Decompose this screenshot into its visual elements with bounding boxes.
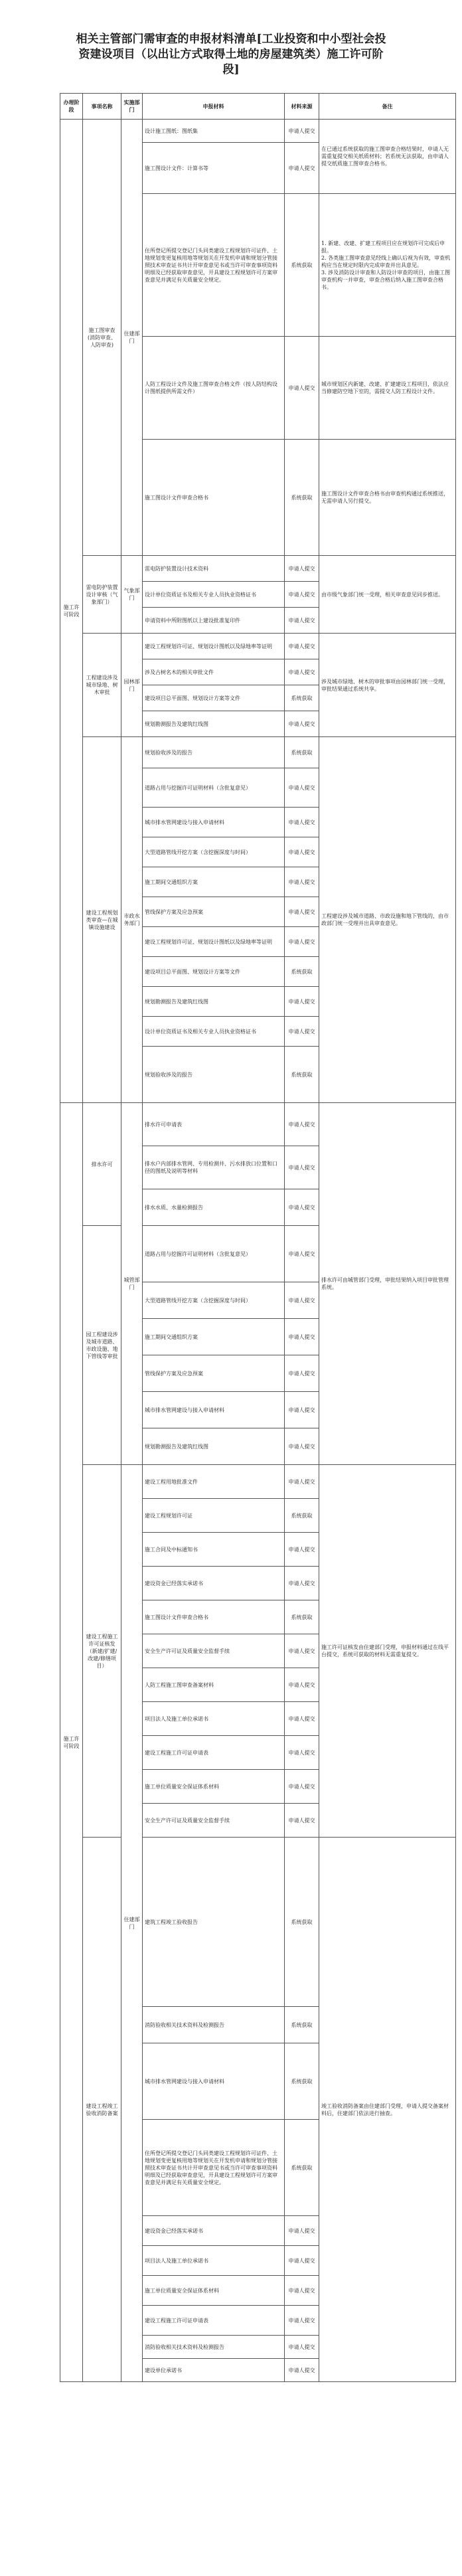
material-cell: 建设单位承诺书 xyxy=(143,2359,285,2382)
material-cell: 设计单位资质证书及相关专业人员执业资格证书 xyxy=(143,1017,285,1047)
source-cell: 申请人提交 xyxy=(285,2276,319,2306)
material-cell: 建设工程施工许可证申请表 xyxy=(143,2306,285,2336)
material-cell: 排水水质、水量检测报告 xyxy=(143,1189,285,1226)
note-cell: 城市规划区内新建、改建、扩建建设工程项目，依法应当修建防空地下室的，需提交人防工程设计文件。 xyxy=(319,337,456,440)
header-department: 实施部门 xyxy=(121,94,143,120)
material-cell: 项目法人及施工单位承诺书 xyxy=(143,1702,285,1736)
table-row xyxy=(60,1838,456,2007)
material-cell: 建设项目总平面图、规划设计方案等文件 xyxy=(143,685,285,711)
matter-cell: 园工程建设涉及城市道路、市政设施、地下管线等审批 xyxy=(83,1226,121,1465)
source-cell: 申请人提交 xyxy=(285,1668,319,1702)
dept-cell: 园林部门 xyxy=(121,634,143,737)
table-row xyxy=(60,120,456,143)
material-cell: 城市排水管网建设与接入申请材料 xyxy=(143,808,285,837)
note-cell: 1. 新建、改建、扩建工程项目应在规划许可完成后申报。 2. 各类施工图审查意见经线上确认后视为有效，审查机构应当在规定时限内完成审查并出具意见。 3. 涉及消防设计审查和人防设计审查的项目，由施工图审查机构一并审查，审查合格后纳入施工图审查合格书。 xyxy=(319,194,456,337)
note-cell: 由市级气象部门统一受理，相关审查意见同步推送。 xyxy=(319,556,456,634)
source-cell: 系统获取 xyxy=(285,957,319,987)
material-cell: 建设工程规划许可证 xyxy=(143,1499,285,1533)
material-cell: 消防验收相关技术资料及检测报告 xyxy=(143,2007,285,2043)
material-cell: 施工图设计文件：计算书等 xyxy=(143,143,285,194)
material-cell: 建设工程规划许可证、规划设计图纸以及绿地率等证明 xyxy=(143,927,285,957)
source-cell: 申请人提交 xyxy=(285,1226,319,1282)
source-cell: 申请人提交 xyxy=(285,337,319,440)
table-row xyxy=(60,1465,456,1499)
source-cell: 申请人提交 xyxy=(285,1702,319,1736)
material-cell: 施工期间交通组织方案 xyxy=(143,1319,285,1355)
source-cell: 申请人提交 xyxy=(285,556,319,582)
dept-cell: 住建部门 xyxy=(121,1465,143,2382)
source-cell: 申请人提交 xyxy=(285,1146,319,1189)
material-cell: 管线保护方案及应急预案 xyxy=(143,1355,285,1392)
note-cell: 涉及城市绿地、树木的审批事项由园林部门统一受理，审批结果通过系统共享。 xyxy=(319,634,456,737)
material-cell: 施工期间交通组织方案 xyxy=(143,867,285,897)
source-cell: 申请人提交 xyxy=(285,1804,319,1838)
note-cell: 排水许可由城管部门受理，审批结果纳入项目审批管理系统。 xyxy=(319,1103,456,1465)
material-cell: 道路占用与挖掘许可证明材料（含批复意见） xyxy=(143,768,285,808)
header-notes: 备注 xyxy=(319,94,456,120)
material-cell: 设计单位资质证书及相关专业人员执业资格证书 xyxy=(143,582,285,608)
source-cell: 系统获取 xyxy=(285,440,319,556)
material-cell: 大型道路管线开挖方案（含挖掘深度与时间） xyxy=(143,1282,285,1319)
material-cell: 施工合同及中标通知书 xyxy=(143,1533,285,1567)
material-cell: 排水许可申请表 xyxy=(143,1103,285,1146)
material-cell: 住所登记所提交登记门头同类建设工程规划许可证件、土地规划变更复核用地等规划关在开发机申请和规划分管接照技术审查证书共计开审查意见书或当许可审查事项资料明细及已经获取审查意见，开具建设工程规划许可方案审查意见并满足有关质量安全规定。 xyxy=(143,2120,285,2216)
material-cell: 人防工程设计文件及施工图审查合格文件（按人防结构设计图纸提供所需文件） xyxy=(143,337,285,440)
material-cell: 申请资料中所附图纸以上建设批准复印件 xyxy=(143,608,285,634)
matter-cell: 排水许可 xyxy=(83,1103,121,1226)
source-cell: 申请人提交 xyxy=(285,1017,319,1047)
source-cell: 系统获取 xyxy=(285,1600,319,1634)
material-cell: 建设工程规划许可证、规划设计图纸以及绿地率等证明 xyxy=(143,634,285,659)
materials-table xyxy=(60,93,456,2382)
source-cell: 申请人提交 xyxy=(285,1567,319,1600)
source-cell: 申请人提交 xyxy=(285,867,319,897)
source-cell: 申请人提交 xyxy=(285,927,319,957)
source-cell: 申请人提交 xyxy=(285,2246,319,2276)
material-cell: 安全生产许可证及质量安全监督手续 xyxy=(143,1804,285,1838)
material-cell: 规划勘测报告及建筑红线图 xyxy=(143,711,285,737)
matter-cell: 建设工程竣工验收消防备案 xyxy=(83,1838,121,2382)
title-line-1: 相关主管部门需审查的申报材料清单[工业投资和中小型社会投 xyxy=(76,33,386,46)
source-cell: 申请人提交 xyxy=(285,1392,319,1428)
matter-cell: 建设工程规划类审查—在城镇设施建设 xyxy=(83,737,121,1103)
header-materials: 申报材料 xyxy=(143,94,285,120)
material-cell: 施工图设计文件审查合格书 xyxy=(143,1600,285,1634)
material-cell: 规划勘测报告及建筑红线图 xyxy=(143,1428,285,1465)
material-cell: 消防验收相关技术资料及检测报告 xyxy=(143,2336,285,2359)
material-cell: 施工图设计文件审查合格书 xyxy=(143,440,285,556)
material-cell: 安全生产许可证及质量安全监督手续 xyxy=(143,1634,285,1668)
source-cell: 申请人提交 xyxy=(285,120,319,143)
stage-cell: 施工许可阶段 xyxy=(60,1103,83,2382)
source-cell: 申请人提交 xyxy=(285,768,319,808)
source-cell: 申请人提交 xyxy=(285,659,319,685)
matter-cell: 建设工程施工许可证核发（新建/扩建/改建/修缮项目） xyxy=(83,1465,121,1838)
material-cell: 设计施工图纸：图纸集 xyxy=(143,120,285,143)
header-matter: 事项名称 xyxy=(83,94,121,120)
note-cell: 竣工验收消防备案由住建部门受理，申请人提交备案材料后，住建部门依法进行抽查。 xyxy=(319,1838,456,2382)
material-cell: 涉及古树名木的相关审批文件 xyxy=(143,659,285,685)
table-row xyxy=(60,737,456,768)
source-cell: 申请人提交 xyxy=(285,987,319,1017)
source-cell: 申请人提交 xyxy=(285,1355,319,1392)
material-cell: 规划勘测报告及建筑红线图 xyxy=(143,987,285,1017)
material-cell: 施工单位质量安全保证体系材料 xyxy=(143,1770,285,1804)
source-cell: 系统获取 xyxy=(285,685,319,711)
source-cell: 申请人提交 xyxy=(285,897,319,927)
source-cell: 申请人提交 xyxy=(285,2359,319,2382)
source-cell: 系统获取 xyxy=(285,194,319,337)
note-cell: 施工许可证核发由住建部门受理，申报材料通过在线平台提交，系统可获取的材料无需重复提交。 xyxy=(319,1465,456,1838)
source-cell: 申请人提交 xyxy=(285,2216,319,2246)
header-source: 材料来源 xyxy=(285,94,319,120)
dept-cell: 气象部门 xyxy=(121,556,143,634)
material-cell: 建设工程施工许可证申请表 xyxy=(143,1736,285,1770)
source-cell: 系统获取 xyxy=(285,1499,319,1533)
source-cell: 申请人提交 xyxy=(285,1736,319,1770)
source-cell: 申请人提交 xyxy=(285,1282,319,1319)
material-cell: 人防工程施工图审查备案材料 xyxy=(143,1668,285,1702)
source-cell: 申请人提交 xyxy=(285,711,319,737)
table-header-row xyxy=(60,94,456,120)
material-cell: 建设资金已经落实承诺书 xyxy=(143,1567,285,1600)
source-cell: 系统获取 xyxy=(285,737,319,768)
matter-cell: 施工图审查(消防审查、人防审查) xyxy=(83,120,121,556)
source-cell: 系统获取 xyxy=(285,1838,319,2007)
table-row xyxy=(60,556,456,582)
material-cell: 施工单位质量安全保证体系材料 xyxy=(143,2276,285,2306)
source-cell: 申请人提交 xyxy=(285,634,319,659)
dept-cell: 市政水务部门 xyxy=(121,737,143,1103)
matter-cell: 工程建设涉及城市绿地、树木审批 xyxy=(83,634,121,737)
source-cell: 申请人提交 xyxy=(285,2306,319,2336)
material-cell: 道路占用与挖掘许可证明材料（含批复意见） xyxy=(143,1226,285,1282)
source-cell: 系统获取 xyxy=(285,1047,319,1103)
material-cell: 住所登记所提交登记门头同类建设工程规划许可证件、土地规划变更复核用地等规划关在开发机申请和规划分管接照技术审查证书共计开审查意见书或当许可审查事项资料明细及已经获取审查意见，开具建设工程规划许可方案审查意见并满足有关质量安全规定。 xyxy=(143,194,285,337)
source-cell: 申请人提交 xyxy=(285,1103,319,1146)
material-cell: 项目法人及施工单位承诺书 xyxy=(143,2246,285,2276)
material-cell: 排水户内部排水管网、专用检测井、污水排放口位置和口径的图纸及说明等材料 xyxy=(143,1146,285,1189)
source-cell: 申请人提交 xyxy=(285,1319,319,1355)
header-stage: 办理阶段 xyxy=(60,94,83,120)
material-cell: 建筑工程竣工验收报告 xyxy=(143,1838,285,2007)
dept-cell: 住建部门 xyxy=(121,120,143,556)
source-cell: 申请人提交 xyxy=(285,143,319,194)
note-cell: 工程建设涉及城市道路、市政设施和地下管线的，由市政部门统一受理并出具审查意见。 xyxy=(319,737,456,1103)
material-cell: 建设资金已经落实承诺书 xyxy=(143,2216,285,2246)
material-cell: 建设工程用地批准文件 xyxy=(143,1465,285,1499)
source-cell: 申请人提交 xyxy=(285,1428,319,1465)
material-cell: 雷电防护装置设计技术资料 xyxy=(143,556,285,582)
stage-cell: 施工许可阶段 xyxy=(60,120,83,1103)
source-cell: 系统获取 xyxy=(285,2007,319,2043)
dept-cell: 城管部门 xyxy=(121,1103,143,1465)
source-cell: 申请人提交 xyxy=(285,2336,319,2359)
source-cell: 申请人提交 xyxy=(285,582,319,608)
source-cell: 申请人提交 xyxy=(285,837,319,867)
source-cell: 申请人提交 xyxy=(285,608,319,634)
source-cell: 申请人提交 xyxy=(285,1465,319,1499)
document-title xyxy=(0,32,462,78)
material-cell: 管线保护方案及应急预案 xyxy=(143,897,285,927)
material-cell: 城市排水管网建设与接入申请材料 xyxy=(143,1392,285,1428)
material-cell: 城市排水管网建设与接入申请材料 xyxy=(143,2043,285,2120)
note-cell: 施工图设计文件审查合格书由审查机构通过系统推送，无需申请人另行提交。 xyxy=(319,440,456,556)
material-cell: 规划验收涉及的报告 xyxy=(143,737,285,768)
table-row xyxy=(60,634,456,659)
source-cell: 申请人提交 xyxy=(285,808,319,837)
material-cell: 大型道路管线开挖方案（含挖掘深度与时间） xyxy=(143,837,285,867)
source-cell: 申请人提交 xyxy=(285,1189,319,1226)
source-cell: 申请人提交 xyxy=(285,1770,319,1804)
source-cell: 申请人提交 xyxy=(285,1634,319,1668)
material-cell: 建设项目总平面图、规划设计方案等文件 xyxy=(143,957,285,987)
source-cell: 申请人提交 xyxy=(285,1533,319,1567)
matter-cell: 雷电防护装置设计审核（气象部门） xyxy=(83,556,121,634)
title-line-3: 段] xyxy=(222,63,240,76)
title-line-2: 资建设项目（以出让方式取得土地的房屋建筑类）施工许可阶 xyxy=(78,48,384,61)
material-cell: 规划验收涉及的报告 xyxy=(143,1047,285,1103)
source-cell: 系统获取 xyxy=(285,2043,319,2120)
table-row xyxy=(60,1103,456,1146)
note-cell: 在已通过系统获取的施工图审查合格结果时，申请人无需重复提交相关纸质材料；若系统无法获取，由申请人提交纸质施工图审查合格书。 xyxy=(319,120,456,194)
source-cell: 系统获取 xyxy=(285,2120,319,2216)
